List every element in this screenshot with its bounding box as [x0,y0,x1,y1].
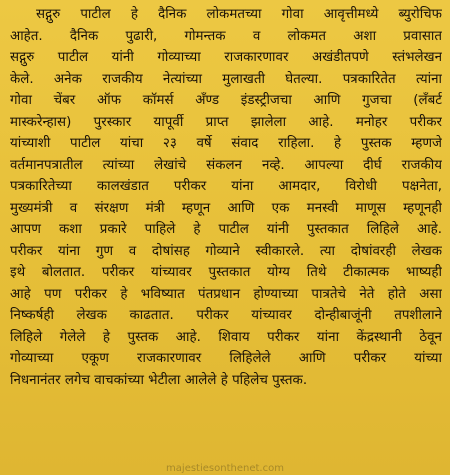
text-line: सद्गुरु पाटील हे दैनिक लोकमतच्या गोवा आवृत्तीमध्ये ब्युरोचिफ [36,7,442,22]
text-line: लिहिले गेलेले हे पुस्तक आहे. शिवाय परीकर यांना केंद्रस्थानी ठेवून [10,329,442,345]
synopsis-paragraph [10,4,442,456]
text-line: गोव्याच्या एकूण राजकारणावर लिहिलेले आणि परीकर यांच्या [10,351,442,366]
text-line: केले. अनेक राजकीय नेत्यांच्या मुलाखती घेतल्या. पत्रकारितेत त्यांना [10,71,442,87]
text-line: मास्करेन्हास) पुरस्कार यापूर्वी प्राप्त झालेला आहे. मनोहर परीकर [10,114,442,130]
text-line: इथे बोलतात. परीकर यांच्यावर पुस्तकात योग्य तिथे टीकात्मक भाष्यही [10,265,442,280]
text-line: मुख्यमंत्री व संरक्षण मंत्री म्हणून आणि एक मनस्वी माणूस म्हणूनही [10,200,442,216]
text-line: सद्गुरु पाटील यांनी गोव्याच्या राजकारणावर अखंडीतपणे स्तंभलेखन [10,50,442,65]
text-line: परीकर यांना गुण व दोषांसह गोव्याने स्वीकारले. त्या दोषांवरही लेखक [10,243,442,259]
text-line: आहे पण परीकर हे भविष्यात पंतप्रधान होण्याच्या पात्रतेचे नेते होते असा [10,286,442,302]
text-line: निधनानंतर लगेच वाचकांच्या भेटीला आलेले हे पहिलेच पुस्तक. [10,372,308,388]
watermark-text: majestiesonthenet.com [166,463,284,474]
text-line: वर्तमानपत्रातील त्यांच्या लेखांचे संकलन नव्हे. आपल्या दीर्घ राजकीय [10,157,442,173]
text-line: यांच्याशी पाटील यांचा २३ वर्षे संवाद राहिला. हे पुस्तक म्हणजे [10,136,442,151]
text-line: आहेत. दैनिक पुढारी, गोमन्तक व लोकमत अशा प्रवासात [10,28,442,44]
text-line: गोवा चेंबर ऑफ कॉमर्स अँण्ड इंडस्ट्रीजचा आणि गुजचा (लँबर्ट [10,93,442,108]
text-line: पत्रकारितेच्या कालखंडात परीकर यांना आमदार, विरोधी पक्षनेता, [10,179,442,194]
text-line: निष्कर्षही लेखक काढतात. परीकर यांच्यावर दोन्हीबाजूंनी तपशीलाने [10,308,442,323]
text-line: आपण कशा प्रकारे पाहिले हे पाटील यांनी पुस्तकात लिहिले आहे. [10,222,442,237]
